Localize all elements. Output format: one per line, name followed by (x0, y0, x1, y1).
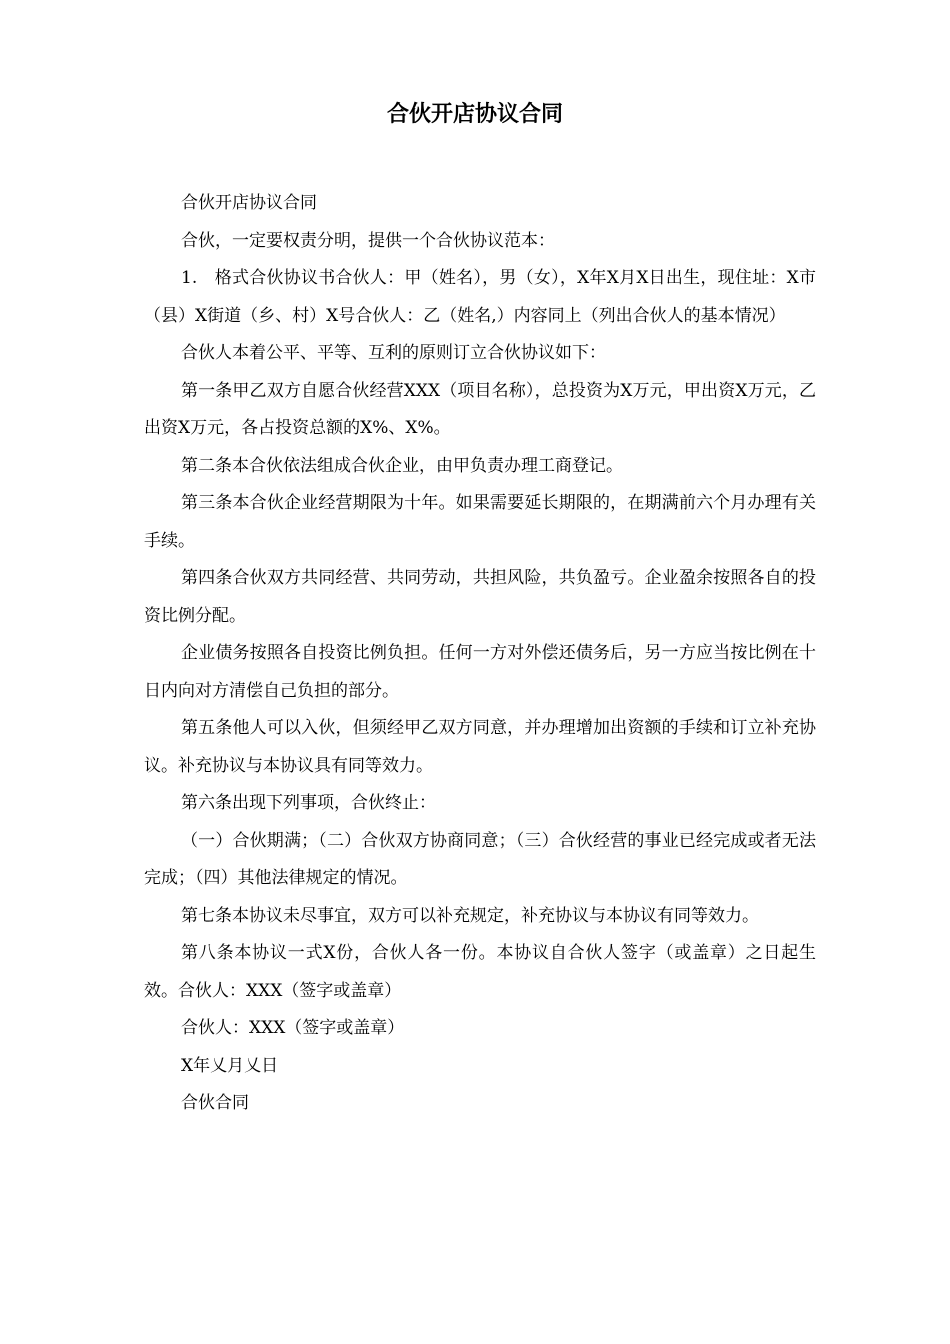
document-title: 合伙开店协议合同 (386, 102, 563, 127)
paragraph-heading: 合伙开店协议合同 (181, 193, 317, 213)
article-1: 第一条甲乙双方自愿合伙经营XXX（项目名称），总投资为X万元，甲出资X万元，乙出资X万元，各占投资总额的X%、X%。 (144, 380, 816, 438)
article-3: 第三条本合伙企业经营期限为十年。如果需要延长期限的，在期满前六个月办理有关手续。 (144, 493, 816, 551)
closing-line: 合伙合同 (181, 1093, 249, 1113)
document-body (144, 185, 816, 1123)
article-6-items: （一）合伙期满；（二）合伙双方协商同意；（三）合伙经营的事业已经完成或者无法完成；（四）其他法律规定的情况。 (144, 830, 816, 888)
article-4-debts: 企业债务按照各自投资比例负担。任何一方对外偿还债务后，另一方应当按比例在十日内向对方清偿自己负担的部分。 (144, 643, 816, 701)
paragraph-intro: 合伙，一定要权责分明，提供一个合伙协议范本： (181, 230, 555, 251)
paragraph-principle: 合伙人本着公平、平等、互利的原则订立合伙协议如下： (181, 343, 606, 363)
article-6: 第六条出现下列事项，合伙终止： (181, 793, 436, 813)
article-8: 第八条本协议一式X份，合伙人各一份。本协议自合伙人签字（或盖章）之日起生效。合伙人：XXX（签字或盖章） (144, 943, 816, 1001)
article-7: 第七条本协议未尽事宜，双方可以补充规定，补充协议与本协议有同等效力。 (181, 905, 759, 926)
article-4: 第四条合伙双方共同经营、共同劳动，共担风险，共负盈亏。企业盈余按照各自的投资比例分配。 (144, 568, 816, 626)
signature-line: 合伙人：XXX（签字或盖章） (181, 1018, 405, 1038)
paragraph-parties: 1. 格式合伙协议书合伙人：甲（姓名），男（女），X年X月X日出生，现住址：X市（县）X街道（乡、村）X号合伙人：乙（姓名,）内容同上（列出合伙人的基本情况） (144, 268, 816, 326)
article-2: 第二条本合伙依法组成合伙企业，由甲负责办理工商登记。 (181, 455, 623, 476)
article-5: 第五条他人可以入伙，但须经甲乙双方同意，并办理增加出资额的手续和订立补充协议。补充协议与本协议具有同等效力。 (144, 718, 816, 776)
date-line: X年乂月乂日 (181, 1055, 279, 1076)
